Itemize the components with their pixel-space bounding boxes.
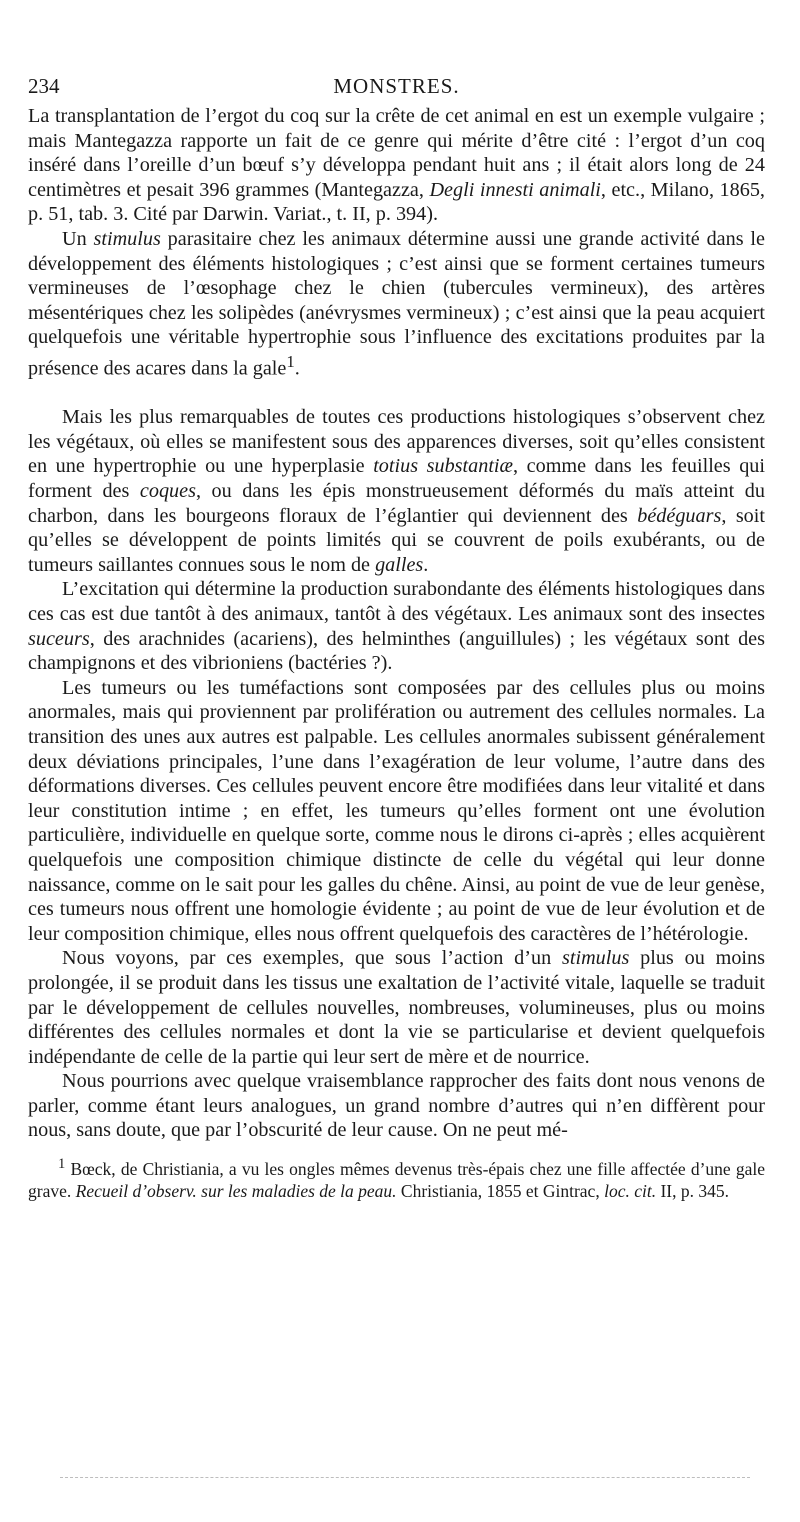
italic-text: bédéguars	[637, 504, 722, 527]
text-run: II, p. 345.	[656, 1181, 729, 1202]
paragraph	[28, 1069, 765, 1143]
italic-text: stimulus	[93, 227, 161, 250]
text-run: .	[423, 553, 429, 576]
text-run: , comme dans les feuilles qui forment des	[28, 455, 765, 503]
italic-text: totius substantiæ	[373, 455, 514, 478]
paragraph	[28, 676, 765, 947]
text-run: La transplantation de l’ergot du coq sur la crête de cet animal en est un exemple vulgaire ; mais Mantegazza rapporte un fait de ce genre qui mérite d’être cité : l’ergot d’un coq inséré dans l’oreille d’un bœuf s’y développa pendant huit ans ; il était alors long de 24 centimètres et pesait 396 grammes (Mantegazza,	[28, 105, 765, 201]
page-number: 234	[28, 74, 60, 98]
italic-text: suceurs	[28, 627, 90, 650]
italic-text: coques	[139, 480, 196, 503]
text-run: Bœck, de Christiania, a vu les ongles mêmes devenus très-épais chez une fille affectée d’une gale grave.	[28, 1158, 765, 1202]
text-run: , ou dans les épis monstrueusement déformés du maïs atteint du charbon, dans les bourgeons floraux de l’églantier qui deviennent des	[28, 480, 765, 527]
text-run: parasitaire chez les animaux détermine aussi une grande activité dans le développement des éléments histologiques ; c’est ainsi que se forment certaines tumeurs vermineuses de l’œsophage chez le chien (tubercules vermineux), des artères mésentériques chez les solipèdes (anévrysmes vermineux) ; c’est ainsi que la peau acquiert quelquefois une véritable hypertrophie sous l’influence des excitations produites par la présence des acares dans la gale	[28, 227, 765, 380]
body-text	[28, 104, 765, 1143]
paragraph	[28, 405, 765, 577]
footnote-mark: 1	[58, 1156, 66, 1173]
paragraph	[28, 577, 765, 675]
italic-text: galles	[375, 553, 424, 576]
italic-text: Recueil d’observ. sur les maladies de la peau.	[75, 1181, 397, 1202]
text-run: , etc., Milano, 1865, p. 51, tab. 3. Cité par Darwin. Variat., t. II, p. 394).	[28, 178, 765, 226]
paragraph	[28, 946, 765, 1069]
italic-text: loc. cit.	[604, 1181, 657, 1202]
text-run: .	[294, 357, 300, 380]
italic-text: stimulus	[562, 947, 630, 970]
text-run: Les tumeurs ou les tuméfactions sont composées par des cellules plus ou moins anormales, mais qui proviennent par prolifération ou autrement des cellules normales. La transition des unes aux autres est palpable. Les cellules anormales subissent généralement deux déviations principales, l’une dans l’exagération de leur volume, l’autre dans des déformations diverses. Ces cellules peuvent encore être modifiées dans leur vitalité et dans leur constitution intime ; en effet, les tumeurs qu’elles forment ont une évolution particulière, individuelle en quelque sorte, comme nous le dirons ci-après ; elles acquièrent quelquefois une composition chimique distincte de celle du végétal qui leur donne naissance, comme on le sait pour les galles du chêne. Ainsi, au point de vue de leur genèse, ces tumeurs nous offrent une homologie évidente ; au point de vue de leur évolution et de leur composition chimique, elles nous offrent quelquefois des caractères de l’hétérologie.	[28, 676, 765, 945]
paragraph	[28, 104, 765, 227]
italic-text: Degli innesti animali	[429, 178, 601, 201]
text-run: Mais les plus remarquables de toutes ces productions histologiques s’observent chez les végétaux, où elles se manifestent sous des apparences diverses, soit qu’elles consistent en une hypertrophie ou une hyperplasie	[28, 406, 765, 478]
text-run: Un	[62, 227, 94, 250]
text-run: , des arachnides (acariens), des helminthes (anguillules) ; les végétaux sont des champignons et des vibrioniens (bactéries ?).	[28, 627, 765, 675]
text-run: , soit qu’elles se développent de points limités qui se couvrent de poils exubérants, ou de tumeurs saillantes connues sous le nom de	[28, 504, 765, 576]
page-header	[28, 72, 765, 104]
bottom-rule	[60, 1477, 750, 1478]
book-page	[28, 72, 765, 1203]
footnote-mark: 1	[286, 351, 295, 371]
text-run: Nous voyons, par ces exemples, que sous l’action d’un	[62, 947, 562, 970]
text-run: Nous pourrions avec quelque vraisemblance rapprocher des faits dont nous venons de parler, comme étant leurs analogues, un grand nombre d’autres qui n’en diffèrent pour nous, sans doute, que par l’obscurité de leur cause. On ne peut mé-	[28, 1070, 765, 1142]
running-title: MONSTRES.	[333, 74, 460, 98]
text-run: L’excitation qui détermine la production surabondante des éléments histologiques dans ces cas est due tantôt à des animaux, tantôt à des végétaux. Les animaux sont des insectes	[28, 578, 765, 626]
paragraph	[28, 227, 765, 381]
footnote	[28, 1153, 765, 1203]
text-run: plus ou moins prolongée, il se produit dans les tissus une exaltation de l’activité vitale, laquelle se traduit par le développement de cellules nouvelles, nombreuses, volumineuses, plus ou moins différentes des cellules normales et dont la vie se particularise et devient quelquefois indépendante de celle de la partie qui leur sert de mère et de nourrice.	[28, 947, 765, 1068]
text-run: Christiania, 1855 et Gintrac,	[396, 1181, 605, 1202]
footnotes	[28, 1153, 765, 1203]
